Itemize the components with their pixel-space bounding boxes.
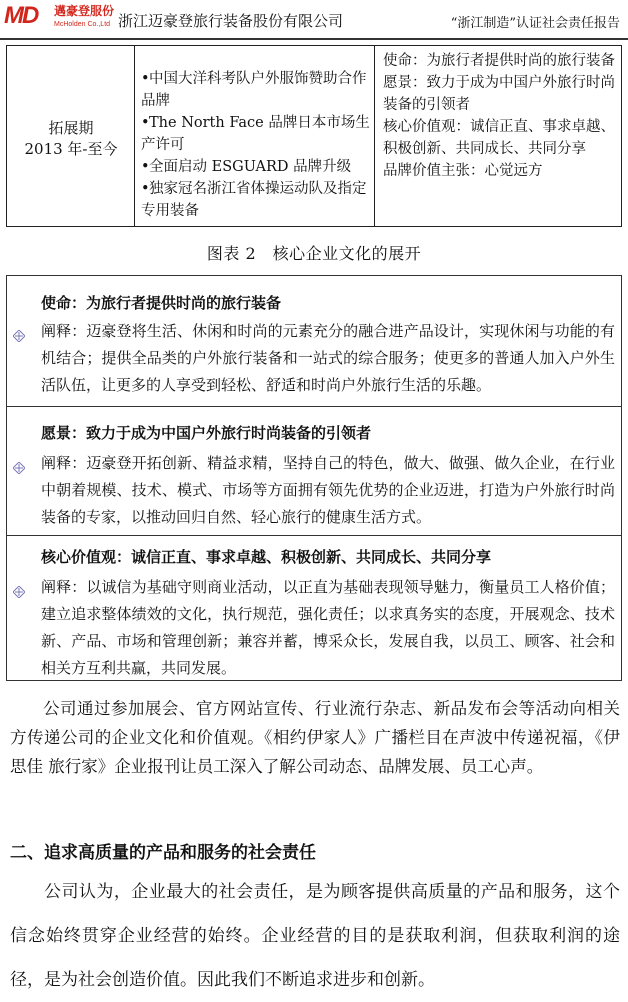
section-divider xyxy=(7,406,621,407)
event-item: •全面启动 ESGUARD 品牌升级 xyxy=(141,156,371,178)
header-divider xyxy=(0,38,628,40)
period-cell xyxy=(7,46,135,226)
diamond-bullet-icon xyxy=(13,586,25,598)
culture-cell xyxy=(375,46,621,226)
bullet-icon: • xyxy=(141,115,150,131)
logo-english-text: McHolden Co.,Ltd xyxy=(54,21,111,28)
company-name: 浙江迈豪登旅行装备股份有限公司 xyxy=(118,12,344,30)
section-heading: 二、追求高质量的产品和服务的社会责任 xyxy=(10,843,316,863)
page-header xyxy=(0,0,628,38)
brand-line: 品牌价值主张：心觉远方 xyxy=(383,163,543,179)
values-body: 阐释：以诚信为基础守则商业活动，以正直为基础表现领导魅力，衡量员工人格价值；建立追求整体绩效的文化，执行规范，强化责任；以求真务实的态度，开展观念、技术新、产品、市场和管理创新；兼容并蓄，博采众长，发展自我，以员工、顾客、社会和相关方互利共赢，共同发展。 xyxy=(41,578,615,677)
bullet-icon: • xyxy=(141,159,150,175)
mission-line: 使命：为旅行者提供时尚的旅行装备 xyxy=(383,53,615,69)
diamond-bullet-icon xyxy=(13,330,25,342)
history-table xyxy=(6,45,622,227)
mission-body: 阐释：迈豪登将生活、休闲和时尚的元素充分的融合进产品设计，实现休闲与功能的有机结合；提供全品类的户外旅行装备和一站式的综合服务；使更多的普通人加入户外生活队伍，让更多的人享受到轻松、舒适和时尚户外旅行生活的乐趣。 xyxy=(41,322,615,394)
report-title: “浙江制造”认证社会责任报告 xyxy=(450,16,620,31)
bullet-icon: • xyxy=(141,71,150,87)
vision-body: 阐释：迈豪登开拓创新、精益求精，坚持自己的特色，做大、做强、做久企业，在行业中朝着规模、技术、模式、市场等方面拥有领先优势的企业迈进，打造为户外旅行时尚装备的专家，以推动回归自然、轻心旅行的健康生活方式。 xyxy=(41,454,615,526)
paragraph-communication: 公司通过参加展会、官方网站宣传、行业流行杂志、新品发布会等活动向相关方传递公司的企业文化和价值观。《相约伊家人》广播栏目在声波中传递祝福，《伊思佳 旅行家》企业报刊让员工深入了解公司动态、品牌发展、员工心声。 xyxy=(10,699,620,776)
values-title: 核心价值观：诚信正直、事求卓越、积极创新、共同成长、共同分享 xyxy=(41,548,492,566)
events-cell xyxy=(135,46,375,226)
event-item: •The North Face 品牌日本市场生产许可 xyxy=(141,112,371,156)
logo-chinese-text: 邁豪登服份 xyxy=(54,4,115,18)
period-label: 拓展期 xyxy=(48,119,94,137)
event-item: •独家冠名浙江省体操运动队及指定专用装备 xyxy=(141,178,371,222)
vision-line: 愿景：致力于成为中国户外旅行时尚装备的引领者 xyxy=(383,75,615,113)
vision-title: 愿景：致力于成为中国户外旅行时尚装备的引领者 xyxy=(41,424,372,442)
company-logo xyxy=(4,2,115,36)
diamond-bullet-icon xyxy=(13,462,25,474)
figure-caption: 图表 2 核心企业文化的展开 xyxy=(206,244,422,263)
period-years: 2013 年-至今 xyxy=(24,140,118,158)
mission-title: 使命：为旅行者提供时尚的旅行装备 xyxy=(41,294,282,312)
logo-mark: MD xyxy=(4,2,38,29)
culture-box xyxy=(6,275,622,681)
values-line: 核心价值观：诚信正直、事求卓越、积极创新、共同成长、共同分享 xyxy=(383,119,615,157)
bullet-icon: • xyxy=(141,181,150,197)
section-divider xyxy=(7,535,621,536)
event-item: •中国大洋科考队户外服饰赞助合作品牌 xyxy=(141,68,371,112)
paragraph-quality: 公司认为，企业最大的社会责任，是为顾客提供高质量的产品和服务，这个信念始终贯穿企业经营的始终。企业经营的目的是获取利润，但获取利润的途径，是为社会创造价值。因此我们不断追求进步和创新。 xyxy=(10,882,620,990)
